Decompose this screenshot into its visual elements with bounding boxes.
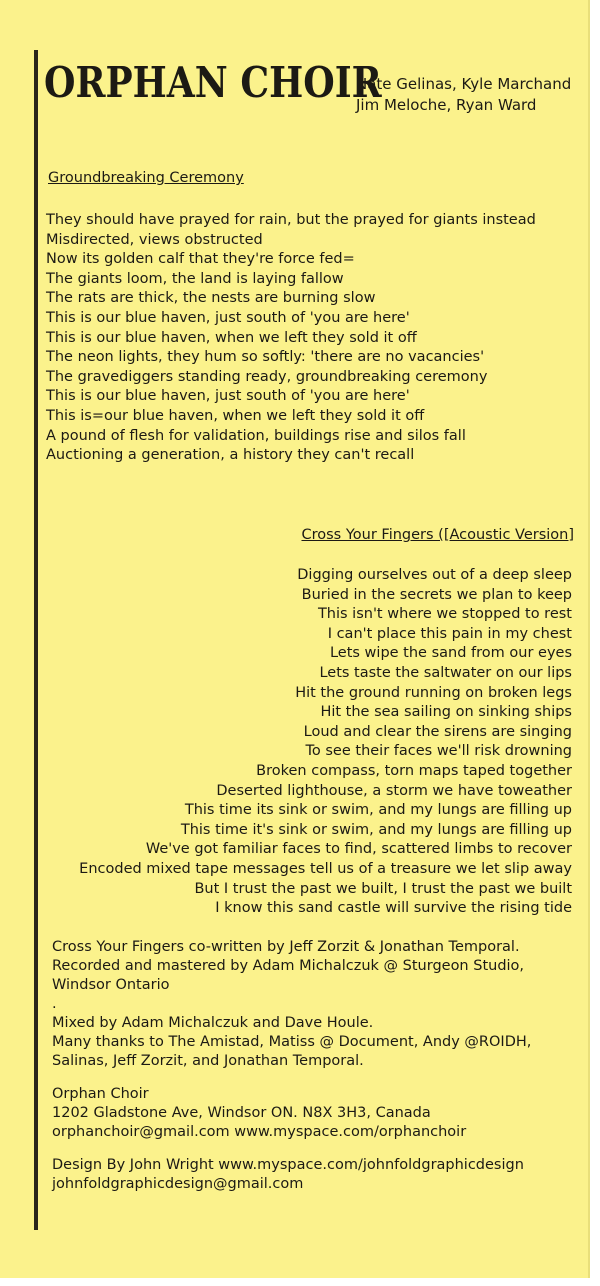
spacer (52, 1071, 531, 1085)
credit-line: Cross Your Fingers co-written by Jeff Zorzit & Jonathan Temporal. (52, 939, 520, 955)
lyric-line: Loud and clear the sirens are singing (303, 723, 572, 740)
lyric-line: This is=our blue haven, when we left they sold it off (46, 407, 425, 424)
lyric-line: Digging ourselves out of a deep sleep (297, 567, 572, 583)
lyric-line: This is our blue haven, when we left they sold it off (46, 329, 417, 346)
band-members (356, 74, 571, 116)
lyric-line: We've got familiar faces to find, scattered limbs to recover (145, 841, 572, 858)
lyrics-cross-your-fingers (79, 566, 572, 919)
lyric-line: Broken compass, torn maps taped together (256, 762, 572, 779)
lyric-line: The neon lights, they hum so softly: 'there are no vacancies' (46, 349, 485, 366)
band-name: ORPHAN CHOIR (44, 58, 382, 107)
lyric-line: To see their faces we'll risk drowning (305, 743, 572, 760)
lyric-line: Lets taste the saltwater on our lips (319, 664, 572, 681)
credit-line: orphanchoir@gmail.com www.myspace.com/orphanchoir (52, 1124, 467, 1140)
credit-line: Recorded and mastered by Adam Michalczuk @ Sturgeon Studio, (52, 958, 525, 974)
song-title-cross-your-fingers: Cross Your Fingers ([Acoustic Version] (301, 527, 574, 543)
lyric-line: Now its golden calf that they're force fed= (46, 251, 355, 268)
lyric-line: Hit the sea sailing on sinking ships (320, 704, 572, 721)
lyric-line: This is our blue haven, just south of 'you are here' (46, 309, 410, 326)
lyric-line: This time its sink or swim, and my lungs are filling up (184, 802, 572, 819)
members-line: Nate Gelinas, Kyle Marchand (356, 75, 572, 93)
credit-line: Mixed by Adam Michalczuk and Dave Houle. (52, 1015, 374, 1031)
credit-line: Design By John Wright www.myspace.com/johnfoldgraphicdesign (52, 1157, 524, 1173)
lyric-line: Misdirected, views obstructed (46, 231, 263, 248)
credit-line: Many thanks to The Amistad, Matiss @ Document, Andy @ROIDH, (52, 1034, 532, 1050)
lyric-line: The rats are thick, the nests are burning slow (46, 290, 376, 307)
lyric-line: They should have prayed for rain, but the prayed for giants instead (46, 212, 536, 228)
vertical-rule (34, 50, 38, 1230)
lyric-line: I know this sand castle will survive the rising tide (215, 900, 572, 917)
lyric-line: The giants loom, the land is laying fallow (46, 270, 344, 287)
credit-line: johnfoldgraphicdesign@gmail.com (52, 1176, 304, 1192)
credit-line: Salinas, Jeff Zorzit, and Jonathan Temporal. (52, 1053, 364, 1069)
lyric-line: A pound of flesh for validation, buildings rise and silos fall (46, 427, 466, 444)
lyric-line: Encoded mixed tape messages tell us of a treasure we let slip away (79, 860, 572, 877)
credit-line: 1202 Gladstone Ave, Windsor ON. N8X 3H3, Canada (52, 1105, 431, 1121)
lyric-line: I can't place this pain in my chest (327, 625, 572, 642)
credit-line: Orphan Choir (52, 1086, 149, 1102)
credit-line: Windsor Ontario (52, 977, 170, 993)
lyrics-groundbreaking (46, 211, 536, 466)
lyric-line: Lets wipe the sand from our eyes (329, 645, 572, 662)
lyric-line: This is our blue haven, just south of 'you are here' (46, 388, 410, 405)
lyric-line: Deserted lighthouse, a storm we have toweather (216, 782, 572, 799)
credit-line: . (52, 996, 57, 1012)
lyric-line: But I trust the past we built, I trust the past we built (194, 880, 572, 897)
lyric-line: Buried in the secrets we plan to keep (301, 586, 572, 603)
lyric-line: The gravediggers standing ready, groundbreaking ceremony (46, 368, 488, 385)
lyric-line: Hit the ground running on broken legs (295, 684, 572, 701)
lyric-line: This isn't where we stopped to rest (317, 606, 572, 623)
song-title-groundbreaking: Groundbreaking Ceremony (48, 170, 244, 186)
liner-credits (52, 938, 531, 1194)
lyric-line: Auctioning a generation, a history they can't recall (46, 447, 415, 464)
lyric-line: This time it's sink or swim, and my lungs are filling up (180, 821, 572, 838)
spacer (52, 1142, 531, 1156)
members-line: Jim Meloche, Ryan Ward (356, 96, 537, 114)
